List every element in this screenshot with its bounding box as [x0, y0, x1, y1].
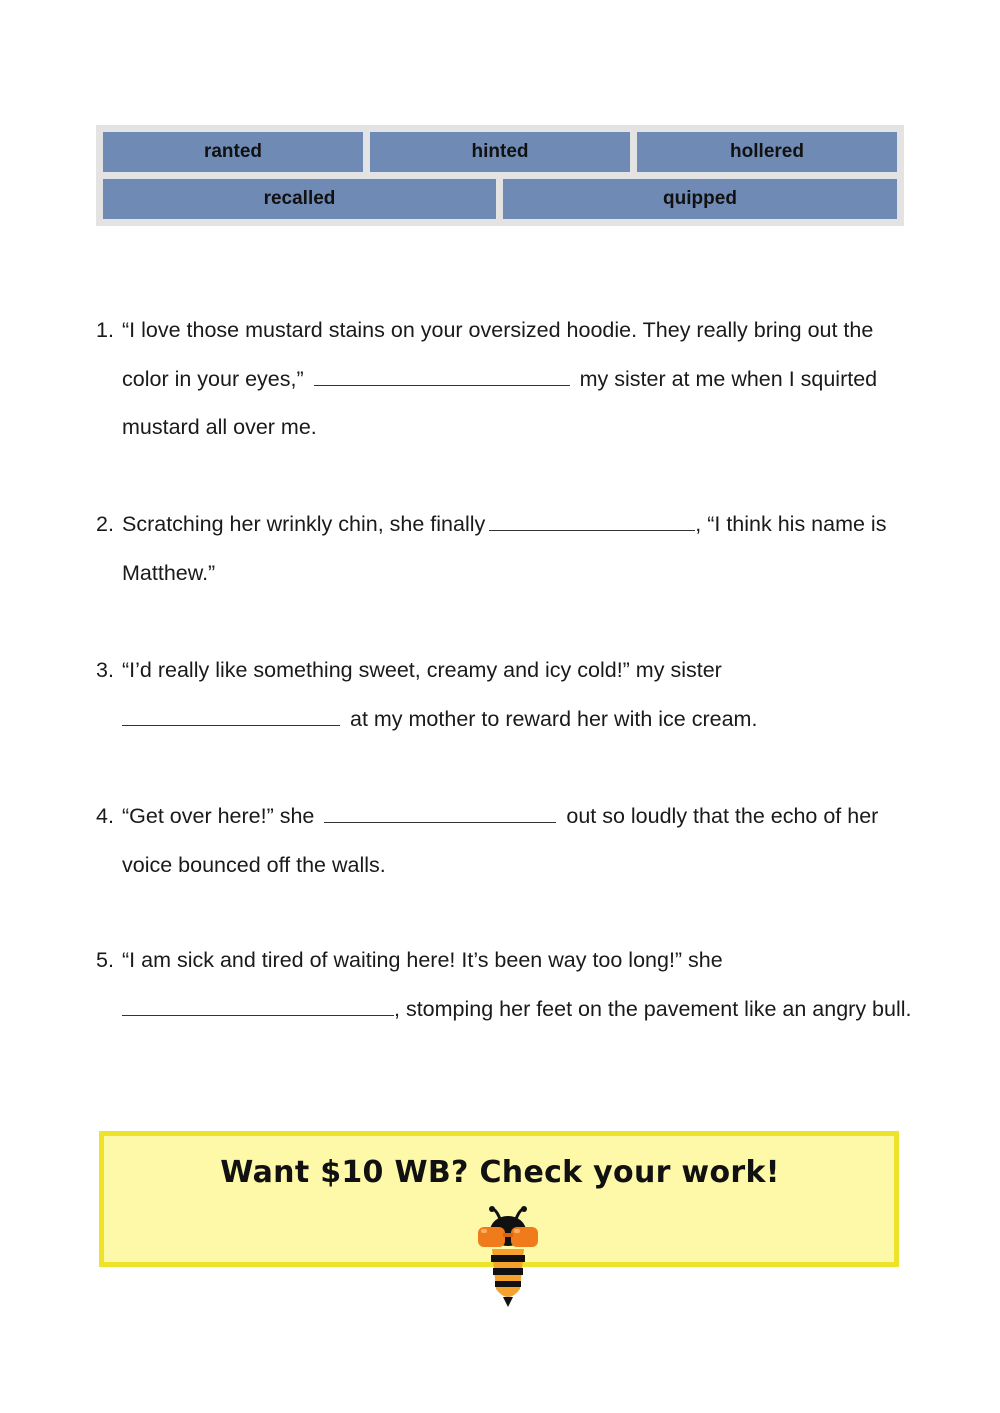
- reward-text: Want $10 WB? Check your work!: [220, 1155, 780, 1190]
- answer-blank-4[interactable]: [324, 802, 556, 823]
- question-number: 2.: [96, 512, 114, 536]
- answer-blank-1[interactable]: [314, 365, 570, 386]
- word-chip-hollered[interactable]: hollered: [637, 132, 897, 172]
- question-text-after: out so loudly that the echo of her voice bounced off the walls.: [122, 804, 879, 877]
- question-text-before: “I am sick and tired of waiting here! It’s been way too long!” she: [122, 948, 723, 972]
- bee-icon: [470, 1205, 546, 1309]
- answer-blank-5[interactable]: [122, 995, 394, 1016]
- question-text-after: , stomping her feet on the pavement like an angry bull.: [394, 996, 912, 1021]
- question-5: [96, 936, 916, 1033]
- question-number: 4.: [96, 804, 114, 828]
- word-chip-quipped[interactable]: quipped: [503, 179, 897, 219]
- question-number: 5.: [96, 948, 114, 972]
- question-text-before: “Get over here!” she: [122, 804, 315, 828]
- answer-blank-2[interactable]: [489, 510, 695, 531]
- question-1: [96, 306, 916, 452]
- word-chip-ranted[interactable]: ranted: [103, 132, 363, 172]
- question-text-before: “I love those mustard stains on your oversized hoodie. They really bring out the color in your eyes,”: [122, 318, 874, 391]
- question-text-after: , “I think his name is Matthew.”: [122, 512, 887, 585]
- question-3: [96, 646, 916, 743]
- word-chip-recalled[interactable]: recalled: [103, 179, 496, 219]
- question-4: [96, 792, 916, 889]
- question-text-after: my sister at me when I squirted mustard all over me.: [122, 366, 878, 439]
- question-2: [96, 500, 916, 597]
- answer-blank-3[interactable]: [122, 705, 340, 726]
- word-bank: [96, 125, 904, 226]
- word-chip-hinted[interactable]: hinted: [370, 132, 630, 172]
- question-number: 3.: [96, 658, 114, 682]
- question-text-before: Scratching her wrinkly chin, she finally: [122, 512, 486, 536]
- question-text-before: “I’d really like something sweet, creamy and icy cold!” my sister: [122, 658, 722, 682]
- question-number: 1.: [96, 318, 114, 342]
- question-text-after: at my mother to reward her with ice cream.: [349, 706, 758, 731]
